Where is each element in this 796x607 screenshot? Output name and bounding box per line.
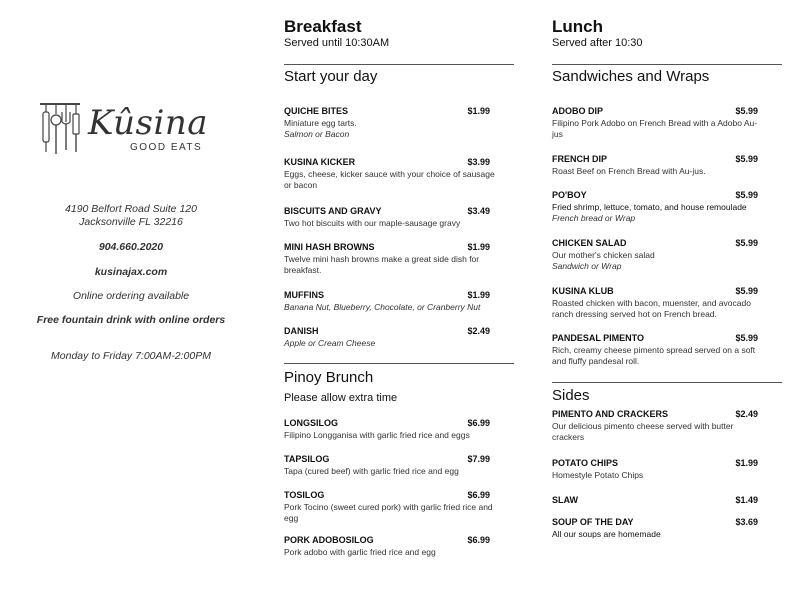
logo-wordmark: Kûsina	[88, 103, 209, 143]
logo-tagline: GOOD EATS	[130, 142, 203, 153]
item-name: CHICKEN SALAD	[552, 238, 627, 248]
item-name: KUSINA KLUB	[552, 286, 614, 296]
item-price: $6.99	[467, 418, 490, 428]
menu-item	[552, 517, 758, 541]
promo-note: Free fountain drink with online orders	[36, 314, 226, 326]
item-name: KUSINA KICKER	[284, 157, 356, 167]
website-link[interactable]: kusinajax.com	[94, 266, 168, 278]
item-price: $3.69	[735, 517, 758, 527]
menu-item	[284, 418, 490, 442]
item-name: POTATO CHIPS	[552, 458, 619, 468]
restaurant-logo	[38, 100, 228, 160]
item-description: Fried shrimp, lettuce, tomato, and house remoulade	[552, 202, 747, 212]
item-name: SLAW	[552, 495, 578, 505]
item-description: Filipino Pork Adobo on French Bread with a Adobo Au-	[552, 118, 758, 128]
item-price: $5.99	[735, 106, 758, 116]
menu-item	[284, 206, 490, 230]
kitchen-utensils-icon	[38, 100, 82, 158]
menu-item	[284, 157, 495, 191]
item-name: FRENCH DIP	[552, 154, 608, 164]
item-description: Our delicious pimento cheese served with butter	[552, 421, 734, 431]
item-description: Miniature egg tarts.	[284, 118, 357, 128]
phone-number[interactable]: 904.660.2020	[98, 241, 164, 253]
item-name: PO'BOY	[552, 190, 587, 200]
item-price: $1.99	[467, 290, 490, 300]
item-name: PIMENTO AND CRACKERS	[552, 409, 669, 419]
item-description: Rich, creamy cheese pimento spread served on a soft	[552, 345, 756, 355]
menu-item	[284, 454, 490, 478]
menu-item	[284, 106, 490, 140]
item-price: $2.49	[467, 326, 490, 336]
item-price: $5.99	[735, 190, 758, 200]
item-name: SOUP OF THE DAY	[552, 517, 634, 527]
item-description-cont: ranch dressing served hot on French bread.	[552, 309, 717, 319]
item-price: $5.99	[735, 238, 758, 248]
item-name: TOSILOG	[284, 490, 325, 500]
online-ordering-note: Online ordering available	[72, 290, 190, 302]
lunch-title: Lunch	[552, 17, 603, 36]
start-your-day-heading: Start your day	[284, 68, 378, 85]
menu-item	[284, 326, 490, 350]
item-description-cont: jus	[552, 129, 563, 139]
item-description-cont: and fluffy pandesal roll.	[552, 356, 640, 366]
item-variant: Apple or Cream Cheese	[284, 338, 376, 348]
item-price: $7.99	[467, 454, 490, 464]
item-description: Roasted chicken with bacon, muenster, and avocado	[552, 298, 751, 308]
item-variant: French bread or Wrap	[552, 213, 636, 223]
item-description: Twelve mini hash browns make a great side dish for	[284, 254, 480, 264]
item-name: MINI HASH BROWNS	[284, 242, 375, 252]
breakfast-title: Breakfast	[284, 17, 362, 36]
item-price: $6.99	[467, 535, 490, 545]
item-name: ADOBO DIP	[552, 106, 604, 116]
sides-divider	[552, 382, 782, 383]
item-price: $3.99	[467, 157, 490, 167]
item-description: Our mother's chicken salad	[552, 250, 655, 260]
item-name: PANDESAL PIMENTO	[552, 333, 645, 343]
item-price: $2.49	[735, 409, 758, 419]
menu-item	[552, 154, 758, 178]
item-description: Roast Beef on French Bread with Au-jus.	[552, 166, 706, 176]
item-description: Filipino Longganisa with garlic fried rice and eggs	[284, 430, 470, 440]
item-price: $1.99	[735, 458, 758, 468]
lunch-divider	[552, 64, 782, 65]
item-description: Two hot biscuits with our maple-sausage gravy	[284, 218, 461, 228]
menu-item	[284, 290, 490, 314]
menu-item	[284, 535, 490, 559]
menu-item	[284, 242, 490, 276]
breakfast-subtitle: Served until 10:30AM	[284, 37, 390, 49]
menu-item	[552, 238, 758, 272]
item-name: MUFFINS	[284, 290, 324, 300]
item-description-cont: egg	[284, 513, 299, 523]
lunch-subtitle: Served after 10:30	[552, 37, 643, 49]
item-variant: Sandwich or Wrap	[552, 261, 622, 271]
item-description: Pork Tocino (sweet cured pork) with garlic fried rice and	[284, 502, 493, 512]
item-price: $5.99	[735, 154, 758, 164]
menu-item	[552, 409, 758, 443]
item-price: $1.99	[467, 106, 490, 116]
item-description: Tapa (cured beef) with garlic fried rice and egg	[284, 466, 459, 476]
item-name: LONGSILOG	[284, 418, 338, 428]
item-price: $1.99	[467, 242, 490, 252]
item-name: QUICHE BITES	[284, 106, 349, 116]
item-description-cont: or bacon	[284, 180, 318, 190]
item-name: BISCUITS AND GRAVY	[284, 206, 382, 216]
item-price: $1.49	[735, 495, 758, 505]
brunch-note: Please allow extra time	[284, 392, 398, 404]
item-name: PORK ADOBOSILOG	[284, 535, 374, 545]
item-price: $3.49	[467, 206, 490, 216]
item-description: Pork adobo with garlic fried rice and egg	[284, 547, 436, 557]
breakfast-divider	[284, 64, 514, 65]
item-price: $5.99	[735, 286, 758, 296]
item-variant: Salmon or Bacon	[284, 129, 350, 139]
item-description: All our soups are homemade	[552, 529, 661, 539]
sides-heading: Sides	[552, 387, 590, 404]
item-name: DANISH	[284, 326, 319, 336]
item-name: TAPSILOG	[284, 454, 330, 464]
menu-item	[552, 190, 758, 224]
item-description-cont: crackers	[552, 432, 585, 442]
menu-item	[284, 490, 493, 524]
item-price: $5.99	[735, 333, 758, 343]
item-price: $6.99	[467, 490, 490, 500]
menu-item	[552, 286, 758, 320]
item-description-cont: breakfast.	[284, 265, 322, 275]
menu-item	[552, 106, 758, 140]
menu-item	[552, 458, 758, 482]
item-variant: Banana Nut, Blueberry, Chocolate, or Cranberry Nut	[284, 302, 481, 312]
pinoy-brunch-heading: Pinoy Brunch	[284, 369, 374, 386]
item-description: Homestyle Potato Chips	[552, 470, 644, 480]
address-line-1: 4190 Belfort Road Suite 120	[65, 203, 197, 215]
item-description: Eggs, cheese, kicker sauce with your choice of sausage	[284, 169, 495, 179]
address-line-2: Jacksonville FL 32216	[79, 216, 183, 228]
menu-item	[552, 333, 758, 367]
brunch-divider	[284, 363, 514, 364]
sandwiches-heading: Sandwiches and Wraps	[552, 68, 710, 85]
menu-item	[552, 495, 758, 507]
opening-hours: Monday to Friday 7:00AM-2:00PM	[51, 350, 211, 362]
